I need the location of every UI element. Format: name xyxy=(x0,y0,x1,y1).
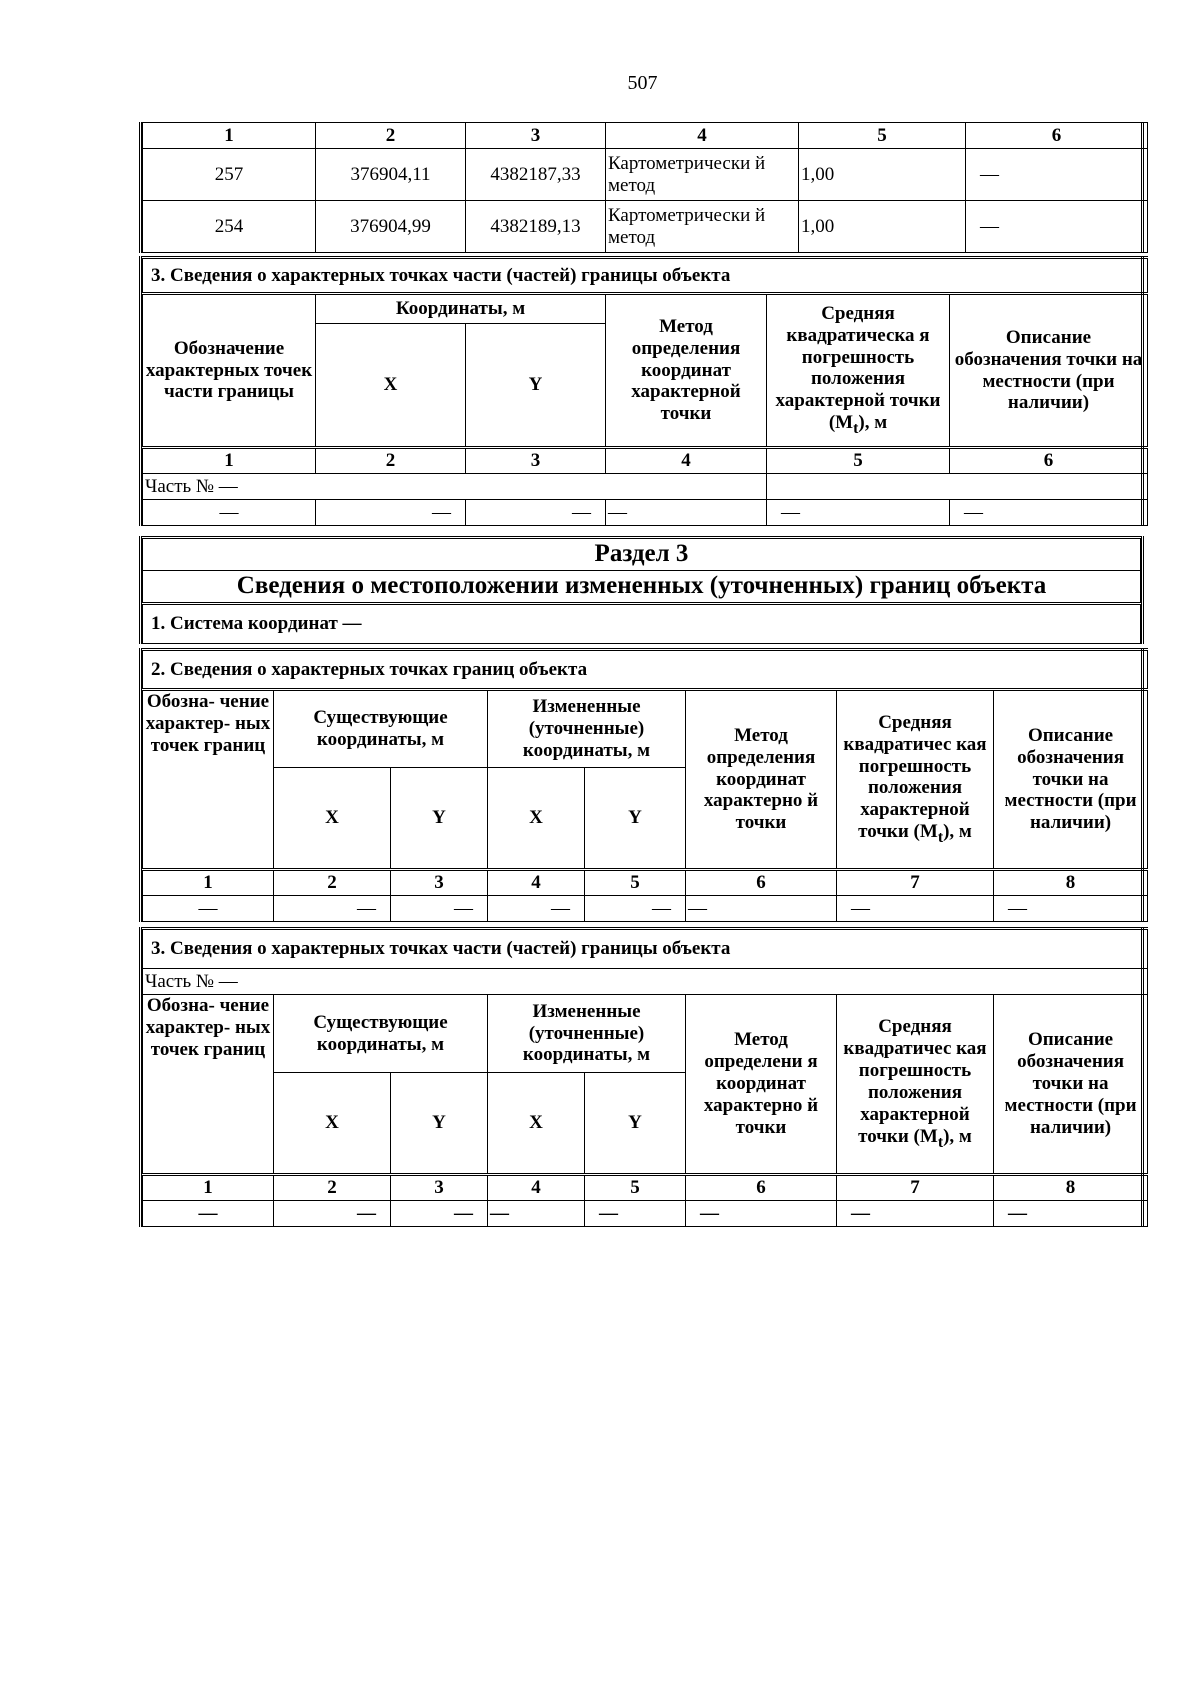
x-coordinate: 376904,99 xyxy=(316,201,466,253)
header-x: X xyxy=(274,1073,391,1175)
cell: — xyxy=(488,1201,585,1227)
col-num: 3 xyxy=(391,1175,488,1201)
section-title: 3. Сведения о характерных точках части (частей) границы объекта xyxy=(143,929,1148,969)
header-error: Средняя квадратичес кая погрешность положения характерной точки $(M_t)$, м xyxy=(837,995,994,1175)
col-num: 2 xyxy=(274,870,391,896)
col-num: 4 xyxy=(488,870,585,896)
col-num: 7 xyxy=(837,870,994,896)
cell: — xyxy=(391,1201,488,1227)
col-num: 1 xyxy=(143,448,316,474)
cell: — xyxy=(837,896,994,922)
header-x: X xyxy=(274,768,391,870)
col-num: 2 xyxy=(274,1175,391,1201)
col-num: 8 xyxy=(994,1175,1148,1201)
boundary-points-table xyxy=(139,648,1144,922)
col-num: 8 xyxy=(994,870,1148,896)
cell: — xyxy=(994,896,1148,922)
cell: — xyxy=(950,500,1148,526)
col-num: 5 xyxy=(585,870,686,896)
method: Картометрически й метод xyxy=(606,201,799,253)
point-id: 254 xyxy=(143,201,316,253)
parts-points-table xyxy=(139,927,1144,1227)
point-id: 257 xyxy=(143,149,316,201)
col-num: 1 xyxy=(143,870,274,896)
cell: — xyxy=(466,500,606,526)
col-num: 5 xyxy=(767,448,950,474)
header-y: Y xyxy=(585,1073,686,1175)
cell: — xyxy=(686,1201,837,1227)
cell: — xyxy=(391,896,488,922)
col-num: 6 xyxy=(966,123,1148,149)
col-num: 3 xyxy=(391,870,488,896)
table-row xyxy=(143,500,1148,526)
page-number: 507 xyxy=(627,72,658,94)
description: — xyxy=(966,201,1148,253)
col-num: 3 xyxy=(466,123,606,149)
table-row xyxy=(143,201,1148,253)
error-value: 1,00 xyxy=(799,201,966,253)
header-description: Описание обозначения точки на местности (при наличии) xyxy=(994,690,1148,870)
y-coordinate: 4382187,33 xyxy=(466,149,606,201)
header-y: Y xyxy=(466,324,606,448)
header-changed-coordinates: Измененные (уточненные) координаты, м xyxy=(488,995,686,1073)
column-number-row xyxy=(143,870,1148,896)
cell: — xyxy=(143,500,316,526)
header-point: Обозначение характерных точек части границы xyxy=(143,294,316,448)
header-changed-coordinates: Измененные (уточненные) координаты, м xyxy=(488,690,686,768)
method: Картометрически й метод xyxy=(606,149,799,201)
error-value: 1,00 xyxy=(799,149,966,201)
part-points-table xyxy=(139,256,1144,526)
col-num: 3 xyxy=(466,448,606,474)
section-subheading: Сведения о местоположении измененных (уточненных) границ объекта xyxy=(143,571,1141,604)
cell: — xyxy=(488,896,585,922)
column-number-row xyxy=(143,123,1148,149)
cell: — xyxy=(767,500,950,526)
col-num: 2 xyxy=(316,448,466,474)
cell: — xyxy=(143,1201,274,1227)
header-description: Описание обозначения точки на местности (при наличии) xyxy=(994,995,1148,1175)
table-row xyxy=(143,149,1148,201)
section-3-heading xyxy=(139,536,1144,644)
part-label: Часть № — xyxy=(143,474,767,500)
col-num: 2 xyxy=(316,123,466,149)
header-error: Средняя квадратичес кая погрешность положения характерной точки $(M_t)$, м xyxy=(837,690,994,870)
col-num: 6 xyxy=(686,870,837,896)
cell: — xyxy=(837,1201,994,1227)
header-description: Описание обозначения точки на местности (при наличии) xyxy=(950,294,1148,448)
section-title: 3. Сведения о характерных точках части (частей) границы объекта xyxy=(143,258,1148,294)
cell: — xyxy=(274,896,391,922)
cell: — xyxy=(994,1201,1148,1227)
header-x: X xyxy=(488,1073,585,1175)
section-title: 2. Сведения о характерных точках границ объекта xyxy=(143,650,1148,690)
col-num: 5 xyxy=(799,123,966,149)
column-number-row xyxy=(143,1175,1148,1201)
header-method: Метод определения координат характерно й точки xyxy=(686,690,837,870)
x-coordinate: 376904,11 xyxy=(316,149,466,201)
part-label: Часть № — xyxy=(143,969,1148,995)
header-x: X xyxy=(488,768,585,870)
col-num: 4 xyxy=(606,448,767,474)
y-coordinate: 4382189,13 xyxy=(466,201,606,253)
col-num: 1 xyxy=(143,1175,274,1201)
cell: — xyxy=(143,896,274,922)
header-coordinates: Координаты, м xyxy=(316,294,606,324)
col-num: 7 xyxy=(837,1175,994,1201)
header-y: Y xyxy=(585,768,686,870)
header-point: Обозна- чение характер- ных точек границ xyxy=(143,995,274,1175)
header-error: Средняя квадратическа я погрешность положения характерной точки $(M_t)$, м xyxy=(767,294,950,448)
col-num: 6 xyxy=(686,1175,837,1201)
header-method: Метод определения координат характерной точки xyxy=(606,294,767,448)
header-point: Обозна- чение характер- ных точек границ xyxy=(143,690,274,870)
cell: — xyxy=(606,500,767,526)
description: — xyxy=(966,149,1148,201)
col-num: 4 xyxy=(606,123,799,149)
table-row xyxy=(143,896,1148,922)
section-heading: Раздел 3 xyxy=(143,538,1141,571)
cell: — xyxy=(316,500,466,526)
header-existing-coordinates: Существующие координаты, м xyxy=(274,690,488,768)
column-number-row xyxy=(143,448,1148,474)
col-num: 4 xyxy=(488,1175,585,1201)
cell: — xyxy=(274,1201,391,1227)
cell: — xyxy=(686,896,837,922)
header-y: Y xyxy=(391,1073,488,1175)
col-num: 1 xyxy=(143,123,316,149)
header-y: Y xyxy=(391,768,488,870)
header-existing-coordinates: Существующие координаты, м xyxy=(274,995,488,1073)
table-row xyxy=(143,1201,1148,1227)
cell: — xyxy=(585,896,686,922)
col-num: 5 xyxy=(585,1175,686,1201)
coordinate-system: 1. Система координат — xyxy=(143,604,1141,644)
header-x: X xyxy=(316,324,466,448)
top-coordinates-table xyxy=(139,122,1144,253)
cell: — xyxy=(585,1201,686,1227)
header-method: Метод определени я координат характерно й точки xyxy=(686,995,837,1175)
col-num: 6 xyxy=(950,448,1148,474)
